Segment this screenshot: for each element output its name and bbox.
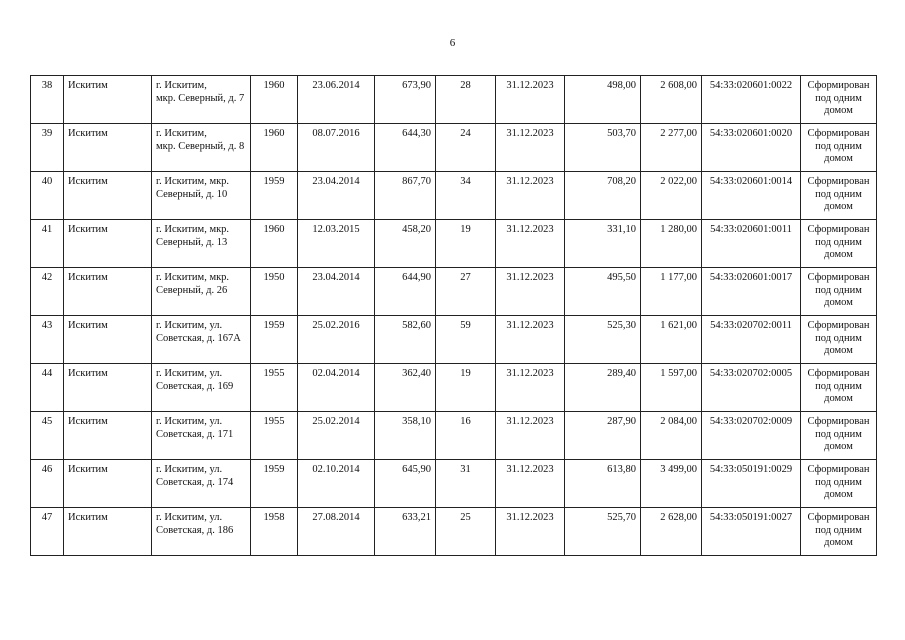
status-cell: Сформирован под одним домом xyxy=(801,364,877,412)
status-cell: Сформирован под одним домом xyxy=(801,316,877,364)
area-cell: 644,30 xyxy=(375,124,436,172)
address-cell: г. Искитим, ул. Советская, д. 186 xyxy=(152,508,251,556)
status-cell: Сформирован под одним домом xyxy=(801,508,877,556)
year-built-cell: 1950 xyxy=(251,268,298,316)
row-number: 40 xyxy=(31,172,64,220)
area-2-cell: 287,90 xyxy=(565,412,641,460)
city-cell: Искитим xyxy=(64,316,152,364)
status-cell: Сформирован под одним домом xyxy=(801,460,877,508)
planned-date-cell: 31.12.2023 xyxy=(496,220,565,268)
city-cell: Искитим xyxy=(64,508,152,556)
city-cell: Искитим xyxy=(64,76,152,124)
year-built-cell: 1959 xyxy=(251,460,298,508)
area-cell: 633,21 xyxy=(375,508,436,556)
area-2-cell: 613,80 xyxy=(565,460,641,508)
address-cell: г. Искитим, мкр. Северный, д. 7 xyxy=(152,76,251,124)
land-area-cell: 1 177,00 xyxy=(641,268,702,316)
date-cell: 02.04.2014 xyxy=(298,364,375,412)
date-cell: 02.10.2014 xyxy=(298,460,375,508)
area-cell: 582,60 xyxy=(375,316,436,364)
year-built-cell: 1959 xyxy=(251,172,298,220)
area-2-cell: 289,40 xyxy=(565,364,641,412)
date-cell: 12.03.2015 xyxy=(298,220,375,268)
table-row xyxy=(31,76,877,124)
city-cell: Искитим xyxy=(64,220,152,268)
year-built-cell: 1960 xyxy=(251,220,298,268)
area-cell: 362,40 xyxy=(375,364,436,412)
row-number: 47 xyxy=(31,508,64,556)
residents-cell: 31 xyxy=(436,460,496,508)
table-row xyxy=(31,220,877,268)
residents-cell: 24 xyxy=(436,124,496,172)
status-cell: Сформирован под одним домом xyxy=(801,172,877,220)
cadastral-number-cell: 54:33:020702:0011 xyxy=(702,316,801,364)
address-cell: г. Искитим, ул. Советская, д. 167А xyxy=(152,316,251,364)
status-cell: Сформирован под одним домом xyxy=(801,220,877,268)
area-cell: 458,20 xyxy=(375,220,436,268)
cadastral-number-cell: 54:33:020601:0014 xyxy=(702,172,801,220)
area-cell: 358,10 xyxy=(375,412,436,460)
residents-cell: 34 xyxy=(436,172,496,220)
year-built-cell: 1955 xyxy=(251,364,298,412)
area-2-cell: 495,50 xyxy=(565,268,641,316)
year-built-cell: 1960 xyxy=(251,76,298,124)
status-cell: Сформирован под одним домом xyxy=(801,76,877,124)
area-2-cell: 503,70 xyxy=(565,124,641,172)
cadastral-number-cell: 54:33:050191:0027 xyxy=(702,508,801,556)
status-cell: Сформирован под одним домом xyxy=(801,124,877,172)
row-number: 46 xyxy=(31,460,64,508)
row-number: 38 xyxy=(31,76,64,124)
cadastral-number-cell: 54:33:050191:0029 xyxy=(702,460,801,508)
land-area-cell: 2 628,00 xyxy=(641,508,702,556)
city-cell: Искитим xyxy=(64,412,152,460)
planned-date-cell: 31.12.2023 xyxy=(496,172,565,220)
residents-cell: 19 xyxy=(436,364,496,412)
cadastral-number-cell: 54:33:020702:0009 xyxy=(702,412,801,460)
cadastral-number-cell: 54:33:020601:0011 xyxy=(702,220,801,268)
cadastral-number-cell: 54:33:020601:0022 xyxy=(702,76,801,124)
land-area-cell: 1 280,00 xyxy=(641,220,702,268)
year-built-cell: 1958 xyxy=(251,508,298,556)
planned-date-cell: 31.12.2023 xyxy=(496,76,565,124)
row-number: 41 xyxy=(31,220,64,268)
area-cell: 645,90 xyxy=(375,460,436,508)
date-cell: 08.07.2016 xyxy=(298,124,375,172)
row-number: 45 xyxy=(31,412,64,460)
planned-date-cell: 31.12.2023 xyxy=(496,124,565,172)
row-number: 44 xyxy=(31,364,64,412)
year-built-cell: 1959 xyxy=(251,316,298,364)
date-cell: 23.06.2014 xyxy=(298,76,375,124)
cadastral-number-cell: 54:33:020601:0020 xyxy=(702,124,801,172)
planned-date-cell: 31.12.2023 xyxy=(496,508,565,556)
row-number: 39 xyxy=(31,124,64,172)
address-cell: г. Искитим, мкр. Северный, д. 13 xyxy=(152,220,251,268)
city-cell: Искитим xyxy=(64,364,152,412)
page-number: 6 xyxy=(449,37,456,49)
residents-cell: 28 xyxy=(436,76,496,124)
table-row xyxy=(31,364,877,412)
area-2-cell: 331,10 xyxy=(565,220,641,268)
status-cell: Сформирован под одним домом xyxy=(801,412,877,460)
city-cell: Искитим xyxy=(64,172,152,220)
land-area-cell: 1 597,00 xyxy=(641,364,702,412)
land-area-cell: 2 608,00 xyxy=(641,76,702,124)
city-cell: Искитим xyxy=(64,124,152,172)
area-2-cell: 708,20 xyxy=(565,172,641,220)
row-number: 42 xyxy=(31,268,64,316)
residents-cell: 25 xyxy=(436,508,496,556)
planned-date-cell: 31.12.2023 xyxy=(496,316,565,364)
city-cell: Искитим xyxy=(64,268,152,316)
housing-register-table xyxy=(30,75,877,556)
residents-cell: 16 xyxy=(436,412,496,460)
planned-date-cell: 31.12.2023 xyxy=(496,268,565,316)
address-cell: г. Искитим, ул. Советская, д. 174 xyxy=(152,460,251,508)
status-cell: Сформирован под одним домом xyxy=(801,268,877,316)
cadastral-number-cell: 54:33:020702:0005 xyxy=(702,364,801,412)
residents-cell: 59 xyxy=(436,316,496,364)
area-2-cell: 525,70 xyxy=(565,508,641,556)
table-row xyxy=(31,316,877,364)
area-2-cell: 525,30 xyxy=(565,316,641,364)
area-cell: 867,70 xyxy=(375,172,436,220)
address-cell: г. Искитим, мкр. Северный, д. 10 xyxy=(152,172,251,220)
area-cell: 644,90 xyxy=(375,268,436,316)
land-area-cell: 2 277,00 xyxy=(641,124,702,172)
date-cell: 25.02.2016 xyxy=(298,316,375,364)
date-cell: 23.04.2014 xyxy=(298,268,375,316)
year-built-cell: 1960 xyxy=(251,124,298,172)
table-row xyxy=(31,412,877,460)
year-built-cell: 1955 xyxy=(251,412,298,460)
residents-cell: 19 xyxy=(436,220,496,268)
address-cell: г. Искитим, ул. Советская, д. 169 xyxy=(152,364,251,412)
address-cell: г. Искитим, мкр. Северный, д. 26 xyxy=(152,268,251,316)
city-cell: Искитим xyxy=(64,460,152,508)
land-area-cell: 2 084,00 xyxy=(641,412,702,460)
table-row xyxy=(31,172,877,220)
planned-date-cell: 31.12.2023 xyxy=(496,412,565,460)
date-cell: 25.02.2014 xyxy=(298,412,375,460)
date-cell: 27.08.2014 xyxy=(298,508,375,556)
planned-date-cell: 31.12.2023 xyxy=(496,364,565,412)
table-row xyxy=(31,508,877,556)
residents-cell: 27 xyxy=(436,268,496,316)
land-area-cell: 2 022,00 xyxy=(641,172,702,220)
table-row xyxy=(31,460,877,508)
table-row xyxy=(31,268,877,316)
land-area-cell: 3 499,00 xyxy=(641,460,702,508)
area-2-cell: 498,00 xyxy=(565,76,641,124)
land-area-cell: 1 621,00 xyxy=(641,316,702,364)
planned-date-cell: 31.12.2023 xyxy=(496,460,565,508)
row-number: 43 xyxy=(31,316,64,364)
date-cell: 23.04.2014 xyxy=(298,172,375,220)
cadastral-number-cell: 54:33:020601:0017 xyxy=(702,268,801,316)
address-cell: г. Искитим, мкр. Северный, д. 8 xyxy=(152,124,251,172)
address-cell: г. Искитим, ул. Советская, д. 171 xyxy=(152,412,251,460)
area-cell: 673,90 xyxy=(375,76,436,124)
table-row xyxy=(31,124,877,172)
